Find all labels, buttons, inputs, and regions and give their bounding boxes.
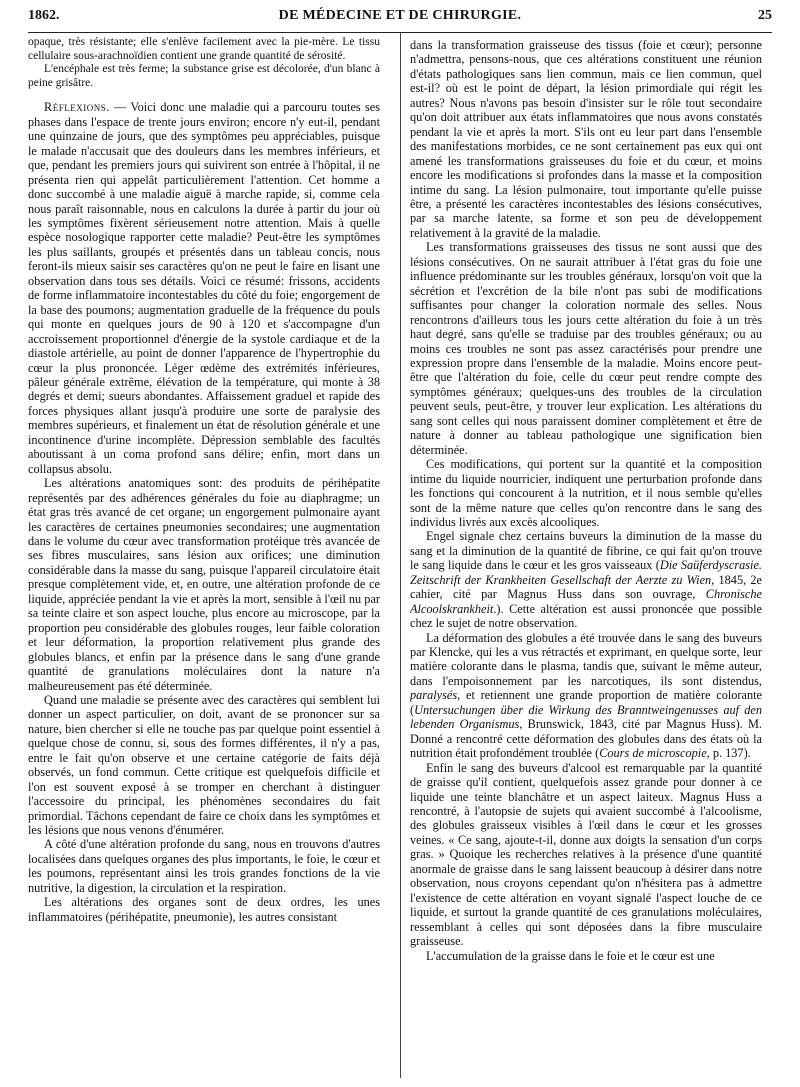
column-divider [400, 33, 401, 1078]
text-run: , 1845, 2e cahier, cité par Magnus Huss dans son ouvrage, [410, 572, 762, 602]
paragraph: Quand une maladie se présente avec des caractères qui semblent lui donner un aspect particulier, on doit, avant de se prononcer sur sa nature, bien chercher si elle ne touche pas par quelque point essentiel à quelque chose de connu, si, sous des formes différentes, il n'y a pas, entre le fait qu'on observe et une certaine catégorie de faits déjà observés, un fond commun. Cette critique est quelquefois difficile et l'on est souvent exposé à se tromper en cherchant à distinguer l'accessoire du principal, les phénomènes secondaires du fait primordial. Tâchons cependant de faire ce choix dans les symptômes et les lésions que nous venons d'énumérer. [28, 692, 380, 838]
paragraph [410, 529, 762, 630]
header-title: DE MÉDECINE ET DE CHIRURGIE. [278, 8, 522, 23]
document-page [28, 0, 772, 1087]
paragraph-text: — Voici donc une maladie qui a parcouru toutes ses phases dans l'espace de trente jours environ; encore n'y eut-il, pendant une quinzaine de jours, que des symptômes peu appréciables, puisque le malade n'accusait que des douleurs dans les membres inférieurs, et que, pendant les premiers jours qui suivirent son entrée à l'hôpital, il ne présenta rien qui appelât particulièrement l'attention. Cet homme a donc succombé à une maladie aiguë à marche rapide, si, comme cela nous paraît raisonnable, nous en calculons la durée à partir du jour où les symptômes fixèrent sérieusement notre attention. Mais à quelle espèce nosologique rapporter cette maladie? Peut-être les symptômes les plus saillants, groupés et présentés dans un tableau concis, nous feront-ils mieux saisir ses caractères qu'on ne peut le faire en lisant une observation dans tous ses détails. Voici ce résumé: frissons, accidents de forme inflammatoire incontestables du côté du foie; engorgement de la base des poumons; augmentation graduelle de la fréquence du pouls qui monte en quelques jours de 90 à 120 et s'accompagne d'un accroissement proportionnel d'énergie de la systole cardiaque et de la diastole artérielle, au point de donner l'apparence de l'hypertrophie du cœur la plus prononcée. Léger œdème des extrémités inférieures, pâleur générale extrême, élévation de la température, qui monte à 38 degrés et demi; sueurs abondantes. Affaissement graduel et rapide des forces physiques allant jusqu'à produire une sorte de paralysie des membres supérieurs, et finalement un état de résolution générale et une incontinence d'urine incomplète. Dépression semblable des facultés aboutissant à un coma profond sans délire; enfin, mort dans un collapsus absolu. [28, 100, 380, 476]
paragraph: L'accumulation de la graisse dans le foie et le cœur est une [426, 948, 715, 963]
paragraph: dans la transformation graisseuse des tissus (foie et cœur); personne n'admettra, pensons-nous, que ces altérations constituent une réunion d'états pathologiques sans lien commun, mais ce lien commun, quel est-il? où est le point de départ, la lésion primordiale qui régit les autres? Nous n'avons pas besoin d'insister sur le rôle tout secondaire qu'on doit attribuer aux états inflammatoires que nous avons constatés pendant la vie et après la mort. S'ils ont eu leur part dans l'ensemble des manifestations morbides, ce ne sont certainement pas eux qui ont amené les transformations graisseuses du foie et du cœur, et moins encore les modifications si profondes dans la masse et la composition intime du sang. La lésion pulmonaire, tout importante qu'elle puisse être, a présenté les caractères incontestables des lésions consécutives, par sa marche latente, sa forme et son peu de développement relativement à la gravité de la maladie. [410, 38, 762, 240]
citation-title: Untersuchungen über die Wirkung des Branntweingenusses auf den lebenden Organismus [410, 702, 762, 732]
text-run: .). Cette altération est aussi prononcée que possible chez le sujet de notre observation. [410, 601, 762, 631]
citation-title: Cours de microscopie [599, 746, 707, 761]
emphasis: paralysés [410, 688, 458, 703]
paragraph [410, 631, 762, 761]
right-column [410, 38, 762, 1084]
text-run: , Brunswick, 1843, cité par Magnus Huss). M. Donné a rencontré cette déformation des globules dans des états où la nutrition était profondément troublée ( [410, 717, 762, 761]
citation-title: Die Saüferdyscrasie. Zeitschrift der Krankheiten Gesellschaft der Aerzte zu Wien [410, 558, 762, 587]
paragraph: Enfin le sang des buveurs d'alcool est remarquable par la quantité de graisse qu'il contient, quelquefois assez grande pour donner à ce liquide une teinte blanchâtre et un aspect laiteux. Magnus Huss a rencontré, à l'autopsie de sujets qui avaient succombé à l'alcoolisme, des globules graisseux visibles à l'œil dans le cœur et les grosses veines. « Ce sang, ajoute-t-il, donne aux doigts la sensation d'un corps gras. » Quoique les recherches relatives à la présence d'une quantité anormale de graisse dans le sang laissent beaucoup à désirer dans notre observation, nous croyons cependant qu'on n'hésitera pas à admettre l'existence de cette altération en voyant signalé l'aspect louche de ce liquide, et surtout la grande quantité de ces granulations moléculaires, ressemblant à celles qui sont déposées dans la fibre musculaire graisseuse. [410, 760, 762, 949]
text-run: La déformation des globules a été trouvée dans le sang des buveurs par Klencke, qui les a vus rétractés et exprimant, en quelque sorte, leur matière colorante dans le plasma, tandis que, suivant le même auteur, dans l'empoisonnement par les narcotiques, ils sont distendus, [410, 630, 762, 688]
header-year: 1862. [28, 8, 60, 23]
paragraph: Les altérations anatomiques sont: des produits de périhépatite représentés par des adhérences générales du foie au diaphragme; un état gras très avancé de cet organe; un engorgement pulmonaire ayant les caractères de certaines pneumonies secondaires; une augmentation dans le volume du cœur avec transformation protéique très avancée de ses fibres musculaires, sans lésion aux orifices; une diminution considérable dans la masse du sang, puisque l'appareil circulatoire était presque complètement vide, et, en outre, une altération profonde de ce liquide, appréciée pendant la vie et après la mort, sensible à l'œil nu par sa teinte claire et son aspect louche, plus encore au microscope, par la proportion peu considérable des globules rouges, leur faible coloration et leur déformation, la proportion relativement plus grande des globules blancs, et enfin par la présence dans le sang d'une grande quantité de granulations moléculaires dont la nature n'a malheureusement pas été déterminée. [28, 476, 380, 693]
citation-title: Chronische Alcoolskrankheit [410, 587, 762, 616]
paragraph: Les altérations des organes sont de deux ordres, les unes inflammatoires (périhépatite, pneumonie), les autres consistant [28, 895, 380, 924]
text-run: , et retiennent une grande proportion de matière colorante ( [410, 688, 762, 717]
running-header [28, 6, 772, 32]
page-number: 25 [758, 8, 772, 23]
paragraph: Les transformations graisseuses des tissus ne sont aussi que des lésions consécutives. On ne saurait attribuer à l'état gras du foie une influence prédominante sur les troubles généraux, lorsqu'on voit que la sécrétion et l'excrétion de la bile n'ont pas subi de modifications suffisantes pour changer la coloration normale des selles. Nous rencontrons d'ailleurs tous les jours cette altération du foie à un très haut degré, sans qu'elle se traduise par des troubles généraux; ou au moins ces troubles ne sont pas assez caractérisés pour prendre une expression propre dans l'ensemble de la maladie. Moins encore peut-être que l'altération du foie, celle du cœur peut rendre compte des symptômes généraux; quelques-uns des troubles de la circulation peuvent seuls, peut-être, y trouver leur explication. Les altérations du sang sont celles qui nous paraissent dominer complètement et être de nature à donner au tableau pathologique une signification bien déterminée. [410, 240, 762, 457]
paragraph: opaque, très résistante; elle s'enlève facilement avec la pie-mère. Le tissu cellulaire sous-arachnoïdien contient une grande quantité de sérosité. [28, 36, 380, 62]
paragraph: A côté d'une altération profonde du sang, nous en trouvons d'autres localisées dans quelques organes des plus importants, le foie, le cœur et les poumons, représentant ainsi les trois grandes fonctions de la vie nutritive, la digestion, la circulation et la respiration. [28, 837, 380, 895]
text-run: , p. 137). [706, 746, 751, 761]
text-run: Engel signale chez certains buveurs la diminution de la masse du sang et la diminution de la quantité de fibrine, ce qui fait qu'on trouve le sang liquide dans le cœur et les gros vaisseaux ( [410, 529, 762, 573]
section-label: Réflexions. [44, 100, 110, 115]
paragraph: L'encéphale est très ferme; la substance grise est décolorée, d'un blanc à peine grisâtre. [28, 63, 380, 89]
left-column [28, 36, 380, 1082]
paragraph [28, 100, 380, 476]
paragraph: Ces modifications, qui portent sur la quantité et la composition intime du liquide nourricier, indiquent une perturbation profonde dans les fonctions qui concourent à la nutrition, et il nous semble qu'elles sont de la même nature que celles qu'on rencontre dans le sang des individus livrés aux excès alcooliques. [410, 457, 762, 529]
